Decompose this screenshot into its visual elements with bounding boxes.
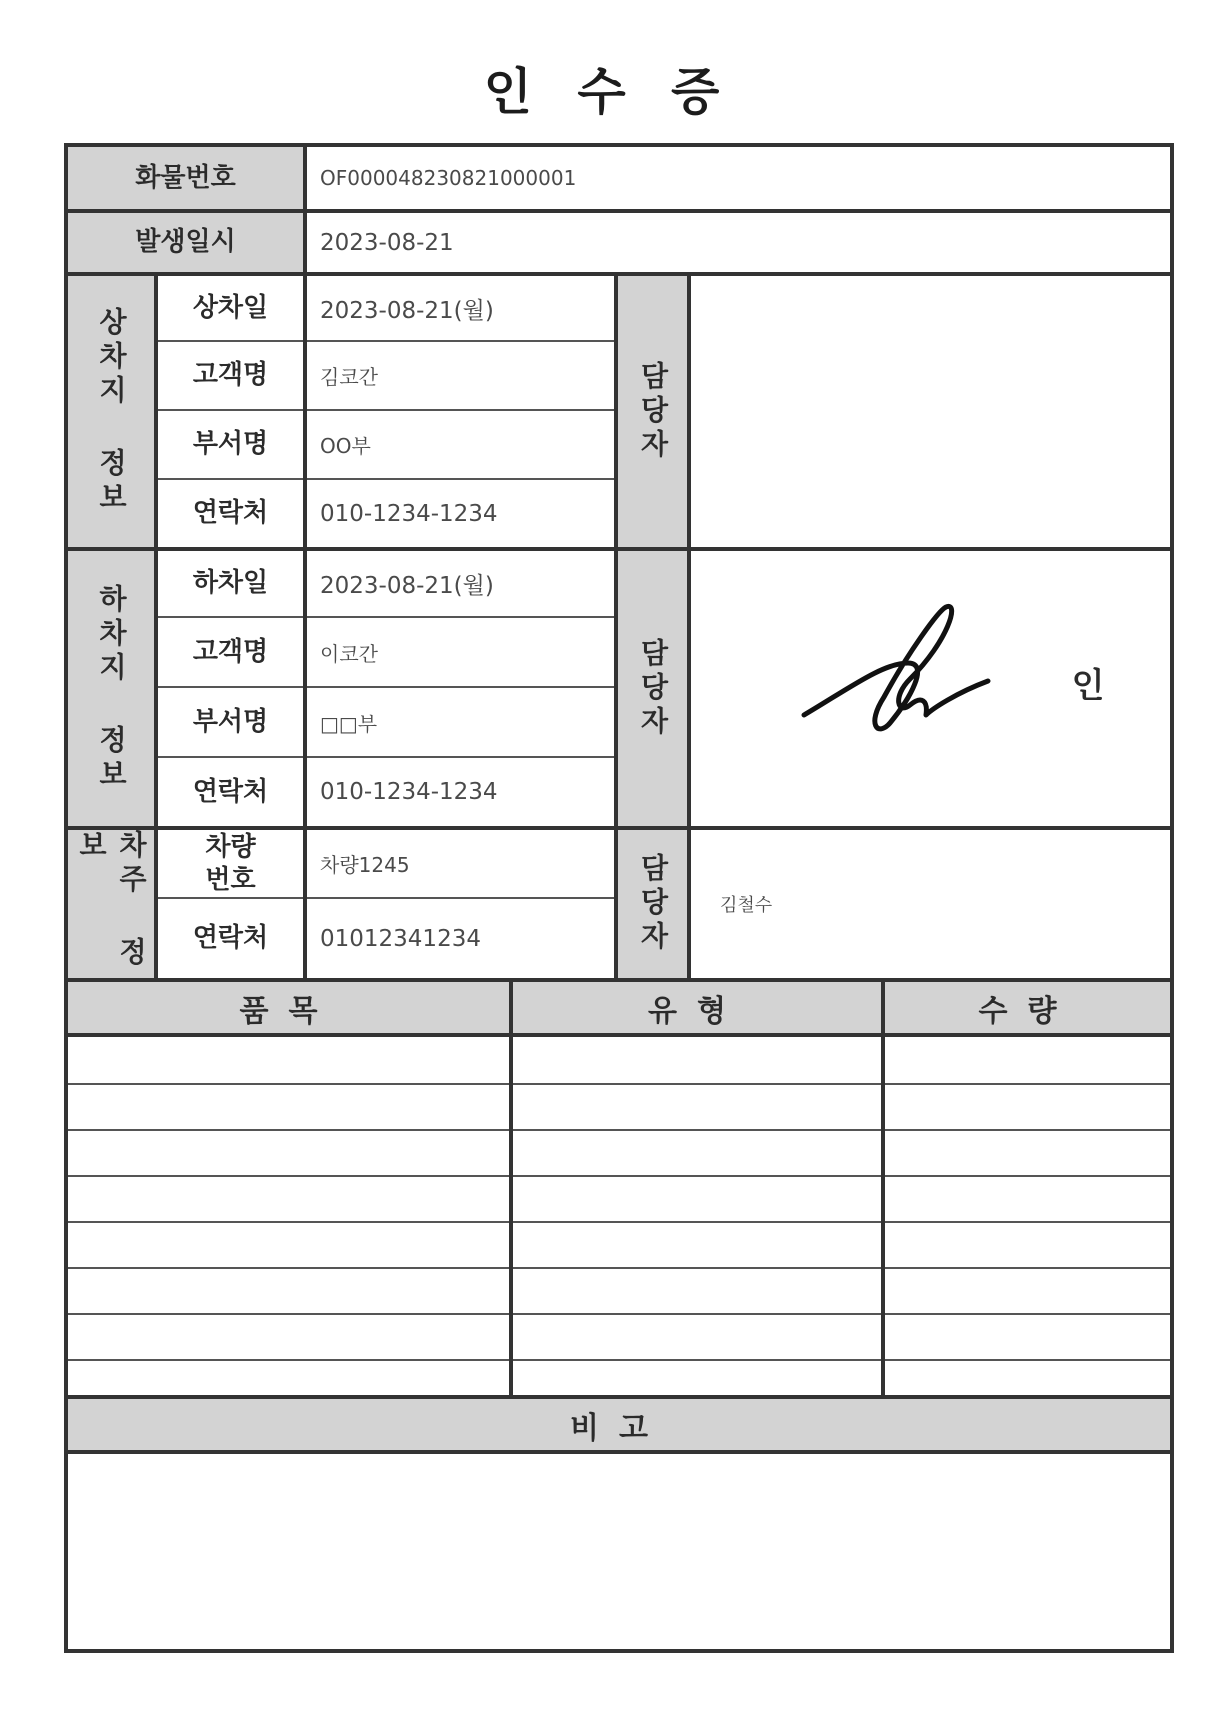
owner-contact-value: 01012341234 bbox=[320, 925, 481, 952]
pickup-date-value: 2023-08-21(월) bbox=[320, 297, 494, 324]
dropoff-date-value: 2023-08-21(월) bbox=[320, 573, 494, 599]
pickup-dept-value: OO부 bbox=[320, 434, 371, 458]
pickup-contact-label: 연락처 bbox=[192, 498, 269, 529]
remarks-label: 비고 bbox=[570, 1410, 668, 1446]
dropoff-section-label: 하차지 정보 bbox=[95, 584, 128, 793]
owner-manager-label: 담당자 bbox=[636, 853, 670, 955]
dropoff-customer-value: 이코간 bbox=[320, 641, 378, 666]
owner-section-label: 차주 정보 bbox=[75, 830, 148, 971]
pickup-dept-label: 부서명 bbox=[192, 429, 269, 460]
cargo-number-label: 화물번호 bbox=[135, 162, 236, 193]
pickup-customer-value: 김코간 bbox=[320, 365, 378, 389]
dropoff-contact-label: 연락처 bbox=[192, 776, 269, 807]
dropoff-contact-value: 010-1234-1234 bbox=[320, 779, 498, 805]
pickup-section-label: 상차지 정보 bbox=[95, 307, 128, 516]
occurrence-date-value: 2023-08-21 bbox=[320, 229, 454, 256]
pickup-manager-label: 담당자 bbox=[636, 360, 670, 463]
dropoff-dept-value: □□부 bbox=[320, 711, 378, 736]
column-header-type: 유형 bbox=[648, 993, 746, 1029]
dropoff-date-label: 하차일 bbox=[192, 568, 269, 599]
cargo-number-value: OF000048230821000001 bbox=[320, 166, 577, 190]
owner-manager-value: 김철수 bbox=[720, 895, 773, 916]
signature-image bbox=[798, 597, 1008, 747]
vehicle-number-value: 차량1245 bbox=[320, 853, 410, 877]
owner-contact-label: 연락처 bbox=[192, 923, 269, 954]
receipt-form bbox=[64, 143, 1174, 1653]
pickup-date-label: 상차일 bbox=[192, 292, 269, 323]
occurrence-date-label: 발생일시 bbox=[135, 227, 236, 258]
column-header-item: 품목 bbox=[239, 993, 338, 1029]
seal-mark: 인 bbox=[1071, 665, 1105, 706]
dropoff-dept-label: 부서명 bbox=[192, 706, 269, 737]
pickup-manager-value bbox=[708, 276, 1158, 547]
document-title: 인 수 증 bbox=[483, 63, 734, 121]
vehicle-number-label: 차량 번호 bbox=[205, 832, 256, 895]
pickup-customer-label: 고객명 bbox=[192, 360, 269, 391]
column-header-quantity: 수량 bbox=[978, 993, 1077, 1029]
remarks-body bbox=[88, 1454, 1148, 1644]
dropoff-customer-label: 고객명 bbox=[192, 636, 269, 667]
pickup-contact-value: 010-1234-1234 bbox=[320, 500, 498, 527]
dropoff-manager-label: 담당자 bbox=[636, 637, 670, 740]
